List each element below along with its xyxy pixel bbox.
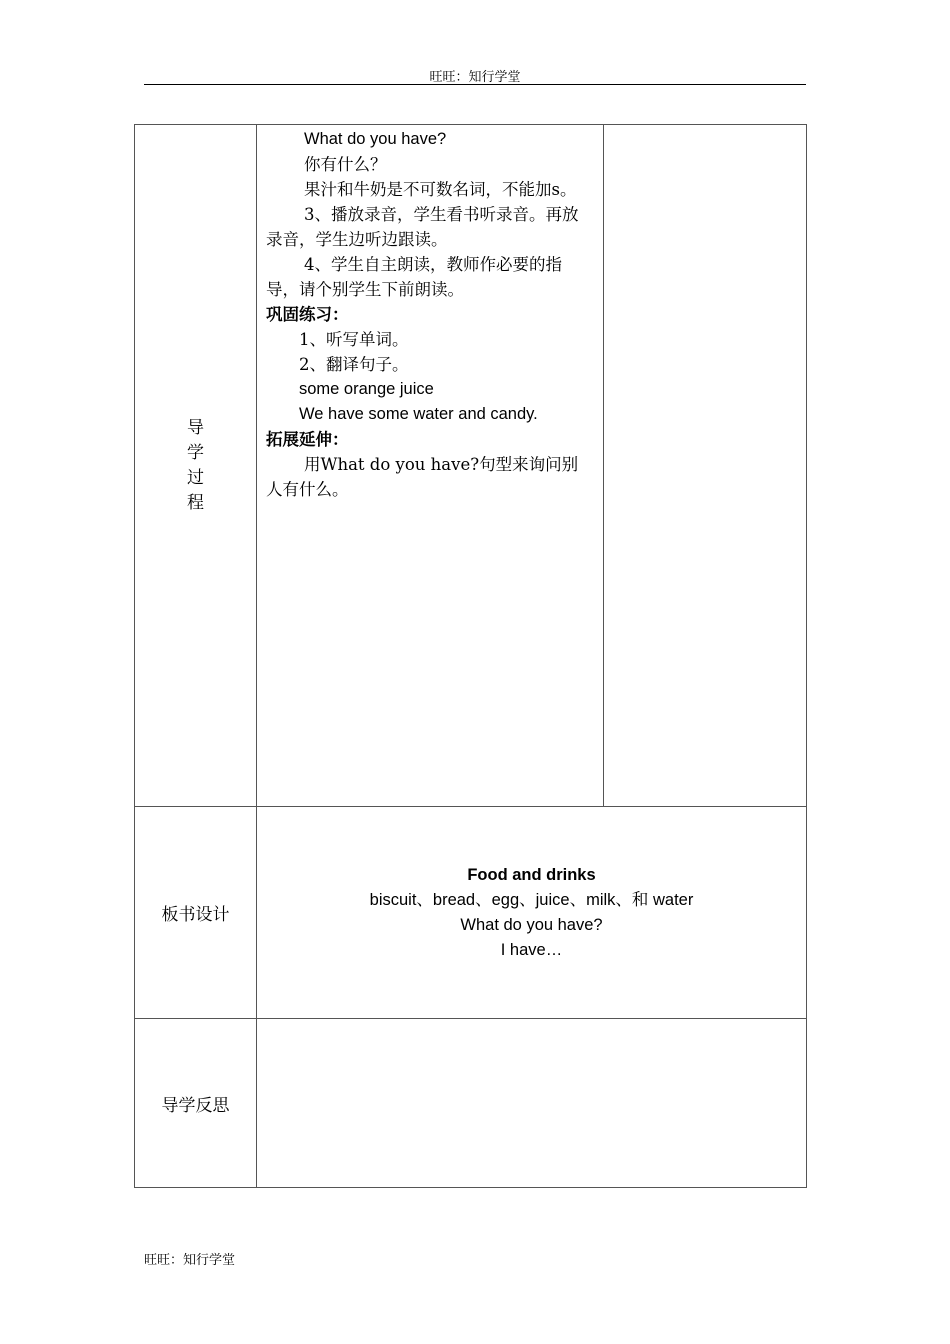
process-row <box>135 125 807 807</box>
board-label-cell <box>135 807 257 1019</box>
board-title: Food and drinks <box>467 865 596 884</box>
section-heading-practice: 巩固练习： <box>266 305 349 324</box>
section-heading-extension: 拓展延伸： <box>266 430 349 449</box>
process-line: 1、听写单词。 <box>299 330 409 349</box>
reflection-content-cell <box>257 1019 807 1188</box>
reflection-row <box>135 1019 807 1188</box>
process-line: 果汁和牛奶是不可数名词，不能加s。 <box>304 180 577 199</box>
process-line: 4、学生自主朗读，教师作必要的指导，请个别学生下前朗读。 <box>266 255 562 299</box>
header-divider <box>144 84 806 85</box>
page-footer: 旺旺：知行学堂 <box>144 1253 236 1268</box>
reflection-label: 导学反思 <box>161 1095 230 1116</box>
process-line: 3、播放录音，学生看书听录音。再放录音，学生边听边跟读。 <box>266 205 579 249</box>
board-content-cell <box>257 807 807 1019</box>
lesson-plan-table <box>134 124 807 1188</box>
process-line: What do you have? <box>304 130 447 148</box>
process-line: We have some water and candy. <box>299 405 538 423</box>
board-line: What do you have? <box>460 915 603 934</box>
board-line: biscuit、bread、egg、juice、milk、和 water <box>369 890 694 909</box>
reflection-label-cell <box>135 1019 257 1188</box>
process-label: 导学过程 <box>187 417 204 513</box>
process-line: 用What do you have?句型来询问别人有什么。 <box>266 455 579 499</box>
process-label-cell <box>135 125 257 807</box>
process-line: some orange juice <box>299 380 434 398</box>
board-label: 板书设计 <box>161 905 230 925</box>
process-content-cell <box>257 125 604 807</box>
process-notes-cell <box>604 125 807 807</box>
process-line: 你有什么？ <box>304 155 387 174</box>
board-row <box>135 807 807 1019</box>
page-header: 旺旺：知行学堂 <box>429 70 521 85</box>
process-line: 2、翻译句子。 <box>299 355 409 374</box>
board-line: I have… <box>500 940 563 959</box>
